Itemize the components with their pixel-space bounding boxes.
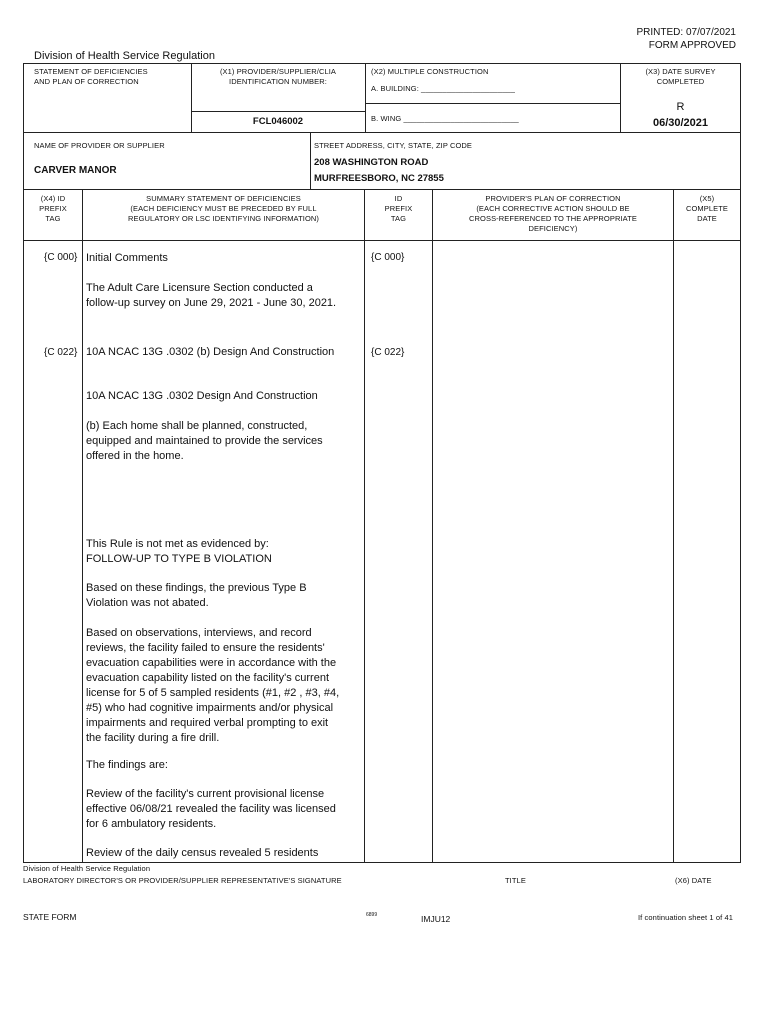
rule-heading: 10A NCAC 13G .0302 (b) Design And Construction — [86, 346, 335, 358]
rule-text: (b) Each home shall be planned, constructed, equipped and maintained to provide the services offered in the home. — [86, 420, 323, 462]
survey-paragraph: The Adult Care Licensure Section conducted a follow-up survey on June 29, 2021 - June 30, 2021. — [86, 282, 337, 309]
date-label: (X6) DATE — [675, 876, 712, 885]
title-label: TITLE — [505, 876, 526, 885]
provider-label: NAME OF PROVIDER OR SUPPLIER — [34, 141, 165, 150]
form-code: 6899 — [366, 912, 378, 918]
tag-c000-plan: {C 000} — [371, 252, 405, 263]
division-title: Division of Health Service Regulation — [34, 50, 215, 62]
id-column-header: ID PREFIX TAG — [384, 194, 413, 223]
statement-label: STATEMENT OF DEFICIENCIES AND PLAN OF CORRECTION — [34, 67, 148, 86]
census-review-paragraph: Review of the daily census revealed 5 residents — [86, 847, 319, 859]
summary-column-header: SUMMARY STATEMENT OF DEFICIENCIES (EACH DEFICIENCY MUST BE PRECEDED BY FULL REGULATORY OR LSC IDENTIFYING INFORMATION) — [127, 194, 320, 223]
x4-column-header: (X4) ID PREFIX TAG — [39, 194, 67, 223]
signature-label: LABORATORY DIRECTOR'S OR PROVIDER/SUPPLIER REPRESENTATIVE'S SIGNATURE — [23, 876, 342, 885]
x1-label: (X1) PROVIDER/SUPPLIER/CLIA IDENTIFICATION NUMBER: — [219, 67, 337, 86]
printed-date: PRINTED: 07/07/2021 — [636, 27, 736, 38]
address-line-1: 208 WASHINGTON ROAD — [314, 157, 429, 168]
address-label: STREET ADDRESS, CITY, STATE, ZIP CODE — [314, 141, 473, 150]
x3-code: R — [676, 101, 685, 113]
findings-are: The findings are: — [86, 759, 168, 771]
findings-paragraph: Based on these findings, the previous Type B Violation was not abated. — [86, 582, 307, 609]
x5-column-header: (X5) COMPLETE DATE — [685, 194, 729, 223]
rule-title: 10A NCAC 13G .0302 Design And Construction — [86, 390, 318, 402]
tag-c022-plan: {C 022} — [371, 347, 405, 358]
x2-building: A. BUILDING: ______________________ — [371, 84, 516, 93]
x2-label: (X2) MULTIPLE CONSTRUCTION — [371, 67, 489, 76]
license-review-paragraph: Review of the facility's current provisional license effective 06/08/21 revealed the facility was licensed for 6 ambulatory residents. — [86, 788, 336, 830]
observations-paragraph: Based on observations, interviews, and record reviews, the facility failed to ensure the residents' evacuation capabilities were in accordance with the evacuation capability listed on the facility's current license for 5 of 5 sampled residents (#1, #2 , #3, #4, #5) who had cognitive impairments and/or physical impairments and required verbal prompting to exit the facility during a fire drill. — [86, 627, 340, 744]
initial-comments-heading: Initial Comments — [86, 252, 168, 264]
rule-not-met: This Rule is not met as evidenced by: — [86, 538, 269, 550]
x3-label: (X3) DATE SURVEY COMPLETED — [645, 67, 716, 86]
survey-completed-date: 06/30/2021 — [652, 117, 709, 129]
tag-c022: {C 022} — [44, 347, 78, 358]
plan-column-header: PROVIDER'S PLAN OF CORRECTION (EACH CORRECTIVE ACTION SHOULD BE CROSS-REFERENCED TO THE APPROPRIATE DEFICIENCY) — [469, 194, 637, 233]
tag-c000: {C 000} — [44, 252, 78, 263]
provider-name: CARVER MANOR — [34, 165, 117, 176]
event-id: IMJU12 — [421, 914, 451, 924]
provider-id-number: FCL046002 — [252, 116, 304, 127]
continuation-sheet: If continuation sheet 1 of 41 — [638, 913, 734, 922]
state-form-label: STATE FORM — [23, 912, 77, 922]
footer-division: Division of Health Service Regulation — [23, 864, 151, 873]
follow-up-label: FOLLOW-UP TO TYPE B VIOLATION — [86, 553, 272, 565]
form-approved-label: FORM APPROVED — [648, 40, 736, 51]
x2-wing: B. WING ___________________________ — [371, 114, 519, 123]
address-line-2: MURFREESBORO, NC 27855 — [314, 173, 444, 184]
